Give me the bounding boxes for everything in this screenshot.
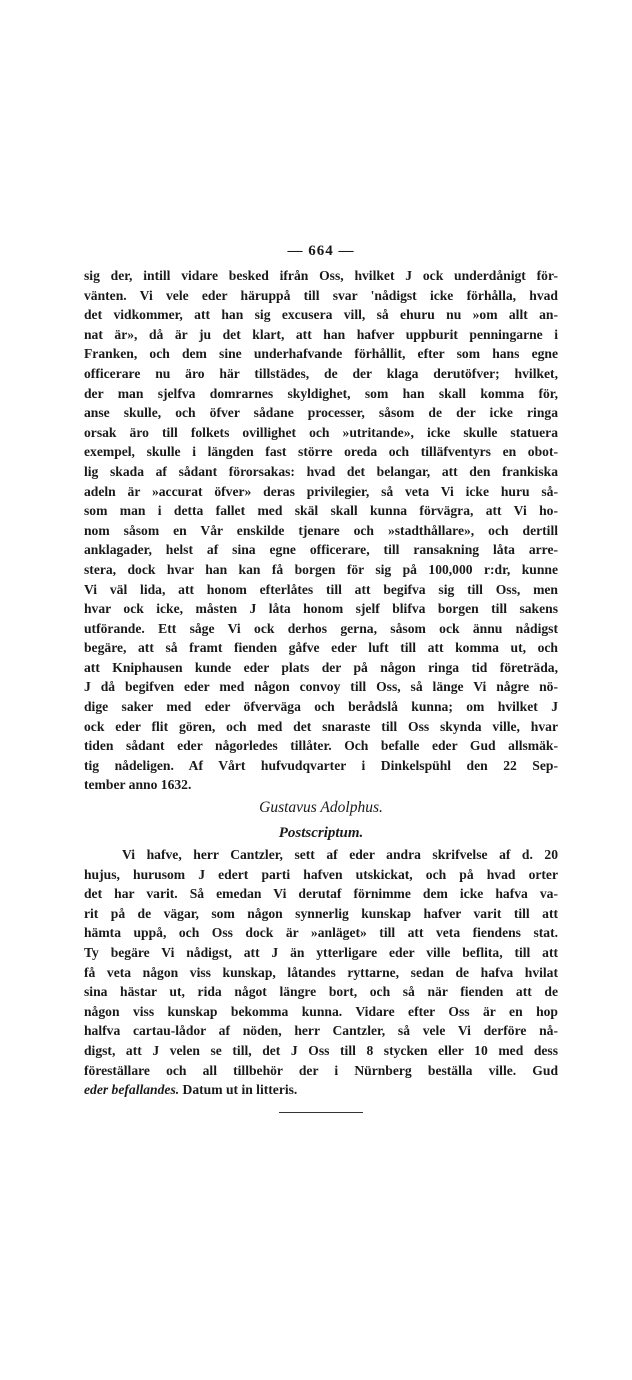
text-line: Vi väl lida, att honom efterlåtes till att begifva sig till Oss, men: [84, 581, 558, 597]
text-line: stera, dock hvar han kan få borgen för sig på 100,000 r:dr, kunne: [84, 561, 558, 577]
text-line: det vidkommer, att han sig excusera vill, så ehuru nu »om allt an-: [84, 307, 558, 323]
text-line: ock eder flit gören, och med det snaraste till Oss skynda ville, hvar: [84, 718, 558, 734]
text-line: tiden sådant eder någorledes tillåter. Och befalle eder Gud allsmäk-: [84, 738, 558, 754]
text-line: hujus, hurusom J edert parti hafven utskickat, och på hvad orter: [84, 866, 558, 882]
postscript-body: [84, 845, 558, 1080]
text-line: officerare nu äro här tillstädes, de der klaga derutöfver; hvilket,: [84, 365, 558, 381]
letter-body: [84, 266, 558, 795]
closing-italic: eder befallandes.: [84, 1082, 180, 1098]
end-rule: [279, 1112, 363, 1113]
text-line: orsak äro till folkets ovillighet och »utritande», icke skulle statuera: [84, 424, 558, 440]
text-line: lig skada af sådant förorsakas: hvad det belangar, att den frankiska: [84, 463, 558, 479]
text-line: hämta uppå, och Oss dock är »anläget» till att veta fiendens stat.: [84, 925, 558, 941]
closing-rest: Datum ut in litteris.: [179, 1082, 298, 1098]
text-line: halfva cartau-lådor af nöden, herr Cantzler, så vele Vi derföre nå-: [84, 1023, 558, 1039]
text-line: vänten. Vi vele eder häruppå till svar 'nådigst icke förhålla, hvad: [84, 287, 558, 303]
text-line: att Kniphausen kunde eder plats der på någon ringa tid företräda,: [84, 659, 558, 675]
text-line: sig der, intill vidare besked ifrån Oss, hvilket J ock underdånigt för-: [84, 268, 558, 283]
text-line: anse skulle, och öfver sådane processer, såsom de der icke ringa: [84, 405, 558, 421]
signature: Gustavus Adolphus.: [259, 799, 383, 817]
text-line: tember anno 1632.: [84, 777, 192, 793]
text-line: nat är», då är ju det klart, att han hafver uppburit penningarne i: [84, 326, 558, 342]
postscript-heading: Postscriptum.: [278, 825, 364, 842]
text-line: J då begifven eder med någon convoy till Oss, så länge Vi någre nö-: [84, 679, 558, 695]
closing-line: [84, 1080, 558, 1100]
text-line: hvar ock icke, måsten J låta honom sjelf blifva borgen till sakens: [84, 601, 558, 617]
text-line: digst, att J velen se till, det J Oss till 8 stycken eller 10 med dess: [84, 1042, 558, 1058]
text-line: nom såsom en Vår enskilde tjenare och »stadthållare», och dertill: [84, 522, 558, 538]
text-line: anklagader, helst af sina egne officerare, till ransakning låta arre-: [84, 542, 558, 558]
text-line: få veta någon viss kunskap, låtandes ryttarne, sedan de hafva hvilat: [84, 964, 558, 980]
text-line: Vi hafve, herr Cantzler, sett af eder andra skrifvelse af d. 20: [122, 847, 558, 863]
text-line: utförande. Ett såge Vi ock derhos gerna, såsom ock ännu nådigst: [84, 620, 558, 636]
text-line: Ty begäre Vi nådigst, att J än ytterligare eder ville beflita, till att: [84, 945, 558, 960]
text-line: det har varit. Så emedan Vi derutaf förnimme dem icke hafva va-: [84, 886, 558, 902]
text-line: som man i detta fallet med skäl skall kunna förvägra, att Vi ho-: [84, 503, 558, 519]
page-number: — 664 —: [287, 243, 355, 259]
text-line: Franken, och dem sine underhafvande förhållit, efter som hans egne: [84, 346, 558, 362]
text-line: adeln är »accurat öfver» deras privilegier, så veta Vi icke huru så-: [84, 483, 558, 499]
text-line: tig nådeligen. Af Vårt hufvudqvarter i Dinkelspühl den 22 Sep-: [84, 757, 558, 773]
text-line: föreställare och all tillbehör der i Nürnberg beställa ville. Gud: [84, 1062, 558, 1078]
text-line: dige saker med eder öfverväga och berådslå kunna; om hvilket J: [84, 699, 558, 715]
text-line: der man sjelfva domrarnes skyldighet, som han skall komma för,: [84, 385, 558, 401]
text-line: exempel, skulle i längden fast större oreda och tilläfventyrs en obot-: [84, 444, 558, 460]
text-line: någon viss kunskap bekomma kunna. Vidare efter Oss är en hop: [84, 1003, 558, 1019]
text-line: begäre, att så framt fienden gåfve eder luft till att komma ut, och: [84, 640, 558, 656]
page: [84, 236, 558, 1113]
text-line: sina hästar ut, rida något längre bort, och så när fienden att de: [84, 984, 558, 1000]
text-line: rit på de vägar, som någon synnerlig kunskap hafver varit till att: [84, 905, 558, 921]
